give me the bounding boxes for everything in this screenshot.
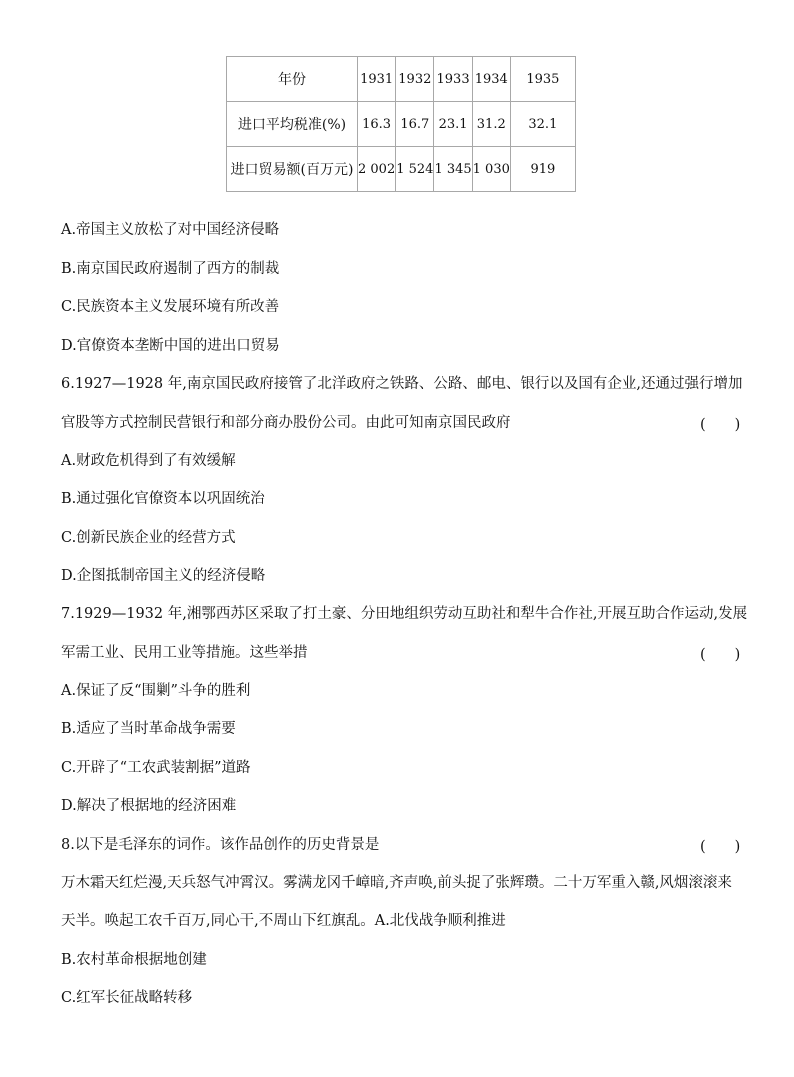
q7-option-a: A.保证了反“围剿”斗争的胜利 xyxy=(61,683,251,699)
table-cell: 2 002 xyxy=(358,147,396,192)
table-row xyxy=(227,147,576,192)
table-cell: 32.1 xyxy=(510,102,575,147)
q5-option-c: C.民族资本主义发展环境有所改善 xyxy=(61,299,280,315)
table-cell: 31.2 xyxy=(472,102,510,147)
table-row xyxy=(227,57,576,102)
q5-option-b: B.南京国民政府遏制了西方的制裁 xyxy=(61,261,280,277)
table-cell-year: 1931 xyxy=(358,57,396,102)
q8-poem-line2: 天半。唤起工农千百万,同心干,不周山下红旗乱。A.北伐战争顺利推进 xyxy=(61,913,506,929)
q6-option-b: B.通过强化官僚资本以巩固统治 xyxy=(61,491,265,507)
table-row xyxy=(227,102,576,147)
q8-option-c: C.红军长征战略转移 xyxy=(61,990,193,1006)
q5-option-a: A.帝国主义放松了对中国经济侵略 xyxy=(61,222,280,238)
q5-option-d: D.官僚资本垄断中国的进出口贸易 xyxy=(61,338,280,354)
q7-option-c: C.开辟了“工农武装割据”道路 xyxy=(61,760,251,776)
table-cell: 1 524 xyxy=(396,147,434,192)
q7-answer-paren: ( ) xyxy=(700,647,741,663)
table-row-label: 进口贸易额(百万元) xyxy=(227,147,358,192)
table-cell: 23.1 xyxy=(434,102,472,147)
q6-option-d: D.企图抵制帝国主义的经济侵略 xyxy=(61,568,266,584)
table-cell: 16.7 xyxy=(396,102,434,147)
q6-stem-line2: 官股等方式控制民营银行和部分商办股份公司。由此可知南京国民政府 xyxy=(61,415,511,431)
q6-option-a: A.财政危机得到了有效缓解 xyxy=(61,453,236,469)
q6-stem-line1: 6.1927—1928 年,南京国民政府接管了北洋政府之铁路、公路、邮电、银行以及国有企业,还通过强行增加 xyxy=(61,376,743,392)
q7-option-d: D.解决了根据地的经济困难 xyxy=(61,798,237,814)
table-cell-year: 1934 xyxy=(472,57,510,102)
q8-answer-paren: ( ) xyxy=(700,839,741,855)
table-row-label: 进口平均税准(%) xyxy=(227,102,358,147)
data-table xyxy=(226,56,576,192)
q7-option-b: B.适应了当时革命战争需要 xyxy=(61,721,236,737)
q8-poem-line1: 万木霜天红烂漫,天兵怒气冲霄汉。雾满龙冈千嶂暗,齐声唤,前头捉了张辉瓒。二十万军重入赣,风烟滚滚来 xyxy=(61,875,732,891)
table-cell: 1 030 xyxy=(472,147,510,192)
q8-stem: 8.以下是毛泽东的词作。该作品创作的历史背景是 xyxy=(61,837,380,853)
table-header-year: 年份 xyxy=(227,57,358,102)
table-cell-year: 1933 xyxy=(434,57,472,102)
q8-option-b: B.农村革命根据地创建 xyxy=(61,952,207,968)
q6-answer-paren: ( ) xyxy=(700,417,741,433)
table-cell: 16.3 xyxy=(358,102,396,147)
q7-stem-line2: 军需工业、民用工业等措施。这些举措 xyxy=(61,645,308,661)
table-cell-year: 1932 xyxy=(396,57,434,102)
table-cell-year: 1935 xyxy=(510,57,575,102)
table-cell: 1 345 xyxy=(434,147,472,192)
table-cell: 919 xyxy=(510,147,575,192)
q7-stem-line1: 7.1929—1932 年,湘鄂西苏区采取了打土豪、分田地组织劳动互助社和犁牛合作社,开展互助合作运动,发展 xyxy=(61,606,748,622)
q6-option-c: C.创新民族企业的经营方式 xyxy=(61,530,236,546)
